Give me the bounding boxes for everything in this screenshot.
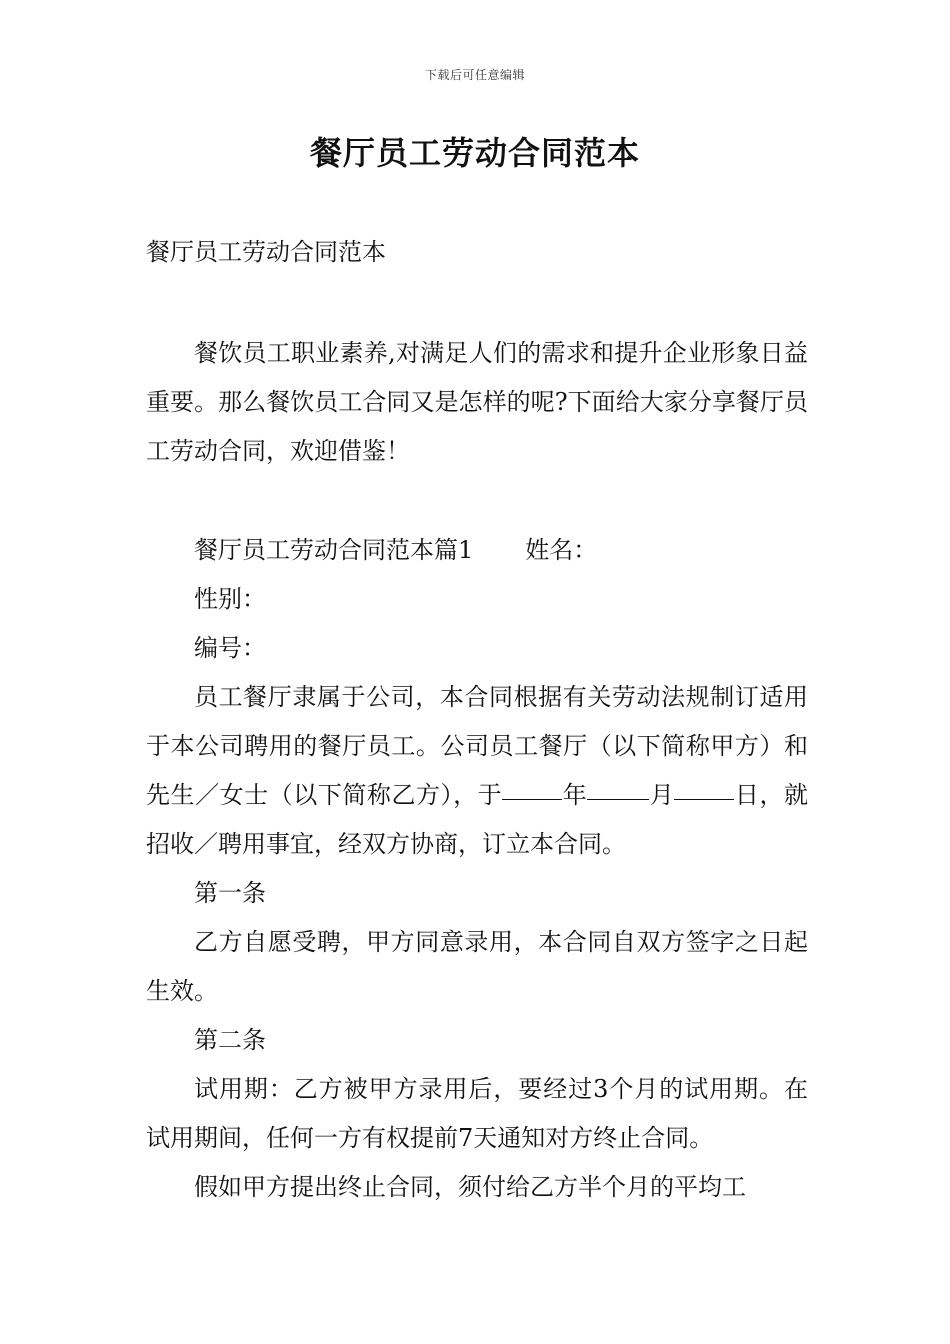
year-label: 年 bbox=[562, 781, 588, 809]
name-field-label: 姓名： bbox=[525, 536, 598, 564]
article-paragraph: 乙方自愿受聘，甲方同意录用，本合同自双方签字之日起生效。 bbox=[146, 928, 808, 1005]
number-field-label: 编号： bbox=[194, 634, 266, 662]
month-blank bbox=[587, 798, 649, 800]
preamble-paragraph bbox=[146, 673, 808, 869]
document-body bbox=[146, 228, 808, 1212]
article-paragraph: 试用期：乙方被甲方录用后，要经过3个月的试用期。在试用期间，任何一方有权提前7天通知对方终止合同。 bbox=[146, 1075, 808, 1152]
section-heading: 餐厅员工劳动合同范本篇1 bbox=[194, 536, 474, 564]
article-heading: 第一条 bbox=[194, 879, 266, 907]
document-title: 餐厅员工劳动合同范本 bbox=[309, 134, 640, 172]
subtitle: 餐厅员工劳动合同范本 bbox=[146, 238, 386, 266]
year-blank bbox=[502, 798, 562, 800]
day-text: 日，就招收／聘用事宜，经双方协商，订立本合同。 bbox=[146, 781, 809, 858]
gender-field-label: 性别： bbox=[194, 585, 266, 613]
intro-paragraph: 餐饮员工职业素养,对满足人们的需求和提升企业形象日益重要。那么餐饮员工合同又是怎样的呢?下面给大家分享餐厅员工劳动合同，欢迎借鉴！ bbox=[146, 339, 808, 465]
section-heading-line bbox=[146, 526, 808, 575]
article-paragraph: 假如甲方提出终止合同，须付给乙方半个月的平均工 bbox=[194, 1173, 746, 1201]
day-blank bbox=[674, 798, 734, 800]
article-heading: 第二条 bbox=[194, 1026, 266, 1054]
preamble-text: 员工餐厅隶属于公司，本合同根据有关劳动法规制订适用于本公司聘用的餐厅员工。公司员工餐厅（以下简称甲方）和先生／女士（以下简称乙方），于 bbox=[146, 683, 808, 809]
month-label: 月 bbox=[649, 781, 675, 809]
header-note: 下载后可任意编辑 bbox=[424, 68, 525, 82]
